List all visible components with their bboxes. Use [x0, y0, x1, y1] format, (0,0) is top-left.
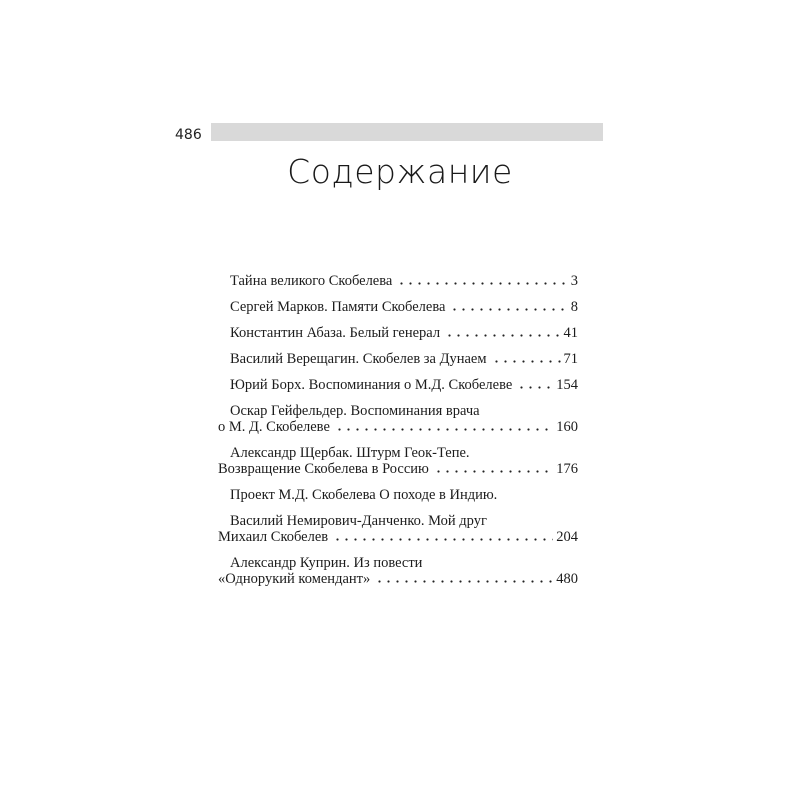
toc-entry-line — [218, 299, 578, 315]
toc-entry — [218, 555, 578, 587]
toc-entry-title: Проект М.Д. Скобелева О походе в Индию. — [230, 487, 498, 503]
header-bar — [211, 123, 603, 141]
toc-entry-title: Юрий Борх. Воспоминания о М.Д. Скобелеве — [230, 377, 513, 393]
toc-entry-title: Александр Куприн. Из повести — [230, 555, 423, 571]
toc-entry-line — [218, 555, 578, 571]
toc-entry-title: Константин Абаза. Белый генерал — [230, 325, 441, 341]
dot-leader — [333, 538, 553, 541]
toc-entry-page: 3 — [570, 273, 578, 289]
page-title: Содержание — [287, 152, 513, 191]
dot-leader — [445, 334, 560, 337]
toc-entry — [218, 487, 578, 503]
toc-entry-page: 176 — [556, 461, 578, 477]
toc-entry-title-continued: о М. Д. Скобелеве — [218, 419, 330, 435]
toc-entry-page: 71 — [563, 351, 578, 367]
dot-leader — [492, 360, 561, 363]
toc-entry-page: 204 — [556, 529, 578, 545]
dot-leader — [375, 580, 553, 583]
toc-entry — [218, 299, 578, 315]
toc-entry — [218, 273, 578, 289]
toc-entry-line — [218, 351, 578, 367]
toc-entry — [218, 325, 578, 341]
dot-leader — [450, 308, 567, 311]
toc-entry-title-continued: «Однорукий комендант» — [218, 571, 371, 587]
toc-entry-page: 41 — [563, 325, 578, 341]
toc-entry-line — [218, 377, 578, 393]
toc-entry-line — [218, 571, 578, 587]
toc-entry — [218, 351, 578, 367]
toc-entry-title-continued: Возвращение Скобелева в Россию — [218, 461, 429, 477]
toc-entry-line — [218, 325, 578, 341]
toc-entry-page: 8 — [570, 299, 578, 315]
toc-entry-title: Сергей Марков. Памяти Скобелева — [230, 299, 446, 315]
toc-entry-title-continued: Михаил Скобелев — [218, 529, 329, 545]
toc-entry-page: 480 — [556, 571, 578, 587]
toc-entry-title: Василий Верещагин. Скобелев за Дунаем — [230, 351, 487, 367]
toc-entry-line — [218, 513, 578, 529]
toc-entry-line — [218, 419, 578, 435]
toc-entry-page: 154 — [556, 377, 578, 393]
toc-entry-line — [218, 445, 578, 461]
toc-entry-title: Оскар Гейфельдер. Воспоминания врача — [230, 403, 480, 419]
dot-leader — [517, 386, 553, 389]
toc-entry-line — [218, 403, 578, 419]
toc-entry — [218, 445, 578, 477]
page-number: 486 — [175, 127, 202, 143]
dot-leader — [397, 282, 567, 285]
table-of-contents — [218, 273, 578, 597]
dot-leader — [335, 428, 553, 431]
dot-leader — [434, 470, 553, 473]
toc-entry — [218, 377, 578, 393]
toc-entry-line — [218, 487, 578, 503]
toc-entry-page: 160 — [556, 419, 578, 435]
toc-entry — [218, 403, 578, 435]
toc-entry-line — [218, 461, 578, 477]
toc-entry-title: Василий Немирович-Данченко. Мой друг — [230, 513, 487, 529]
toc-entry-title: Тайна великого Скобелева — [230, 273, 393, 289]
toc-entry-line — [218, 273, 578, 289]
toc-entry-line — [218, 529, 578, 545]
toc-entry — [218, 513, 578, 545]
toc-entry-title: Александр Щербак. Штурм Геок-Тепе. — [230, 445, 470, 461]
